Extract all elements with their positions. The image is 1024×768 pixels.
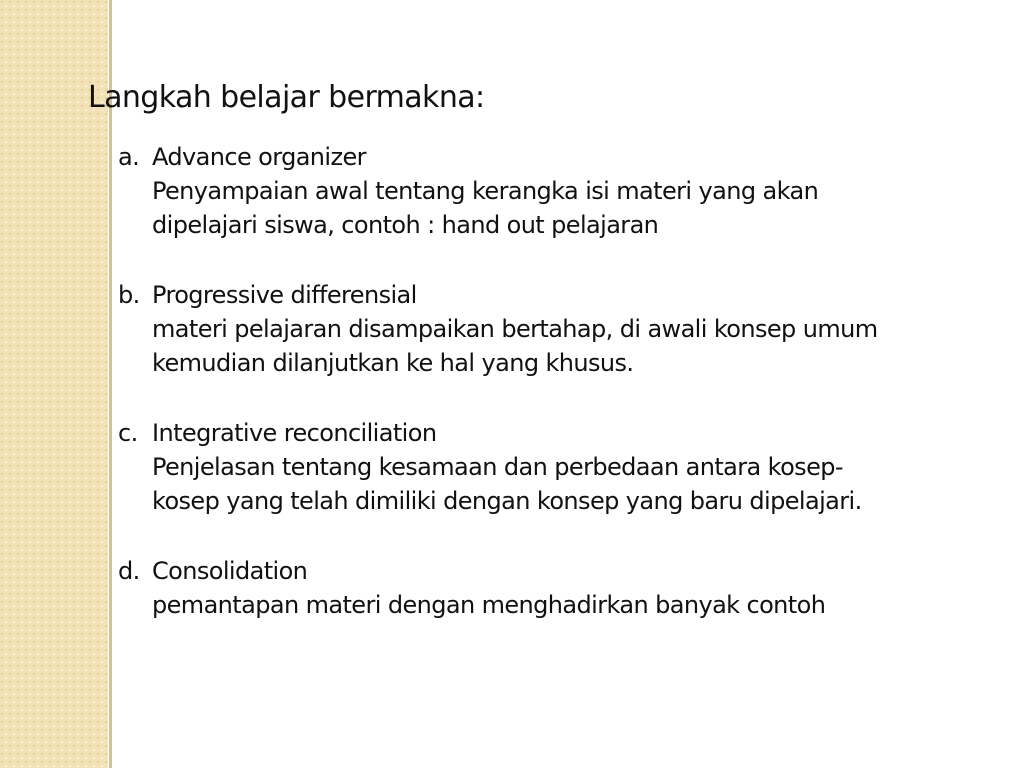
item-line: kosep yang telah dimiliki dengan konsep yang baru dipelajari. [152, 487, 862, 515]
item-heading-row [118, 140, 988, 174]
list-item [118, 278, 988, 380]
item-line: pemantapan materi dengan menghadirkan banyak contoh [152, 591, 826, 619]
item-line: kemudian dilanjutkan ke hal yang khusus. [152, 349, 634, 377]
item-marker: a. [118, 143, 140, 171]
item-line: dipelajari siswa, contoh : hand out pelajaran [152, 211, 659, 239]
item-line: Penyampaian awal tentang kerangka isi materi yang akan [152, 177, 819, 205]
slide-title: Langkah belajar bermakna: [88, 80, 485, 115]
item-heading-row [118, 278, 988, 312]
item-line: materi pelajaran disampaikan bertahap, di awali konsep umum [152, 315, 878, 343]
item-marker: b. [118, 281, 140, 309]
item-heading: Integrative reconciliation [152, 419, 437, 447]
item-line: Penjelasan tentang kesamaan dan perbedaan antara kosep- [152, 453, 843, 481]
list-item [118, 140, 988, 242]
list-item [118, 416, 988, 518]
item-heading-row [118, 416, 988, 450]
item-marker: d. [118, 557, 140, 585]
item-heading-row [118, 554, 988, 588]
item-marker: c. [118, 419, 138, 447]
item-heading: Advance organizer [152, 143, 366, 171]
item-heading: Consolidation [152, 557, 308, 585]
item-heading: Progressive differensial [152, 281, 417, 309]
slide-content [88, 78, 988, 658]
steps-list [88, 140, 988, 622]
list-item [118, 554, 988, 622]
